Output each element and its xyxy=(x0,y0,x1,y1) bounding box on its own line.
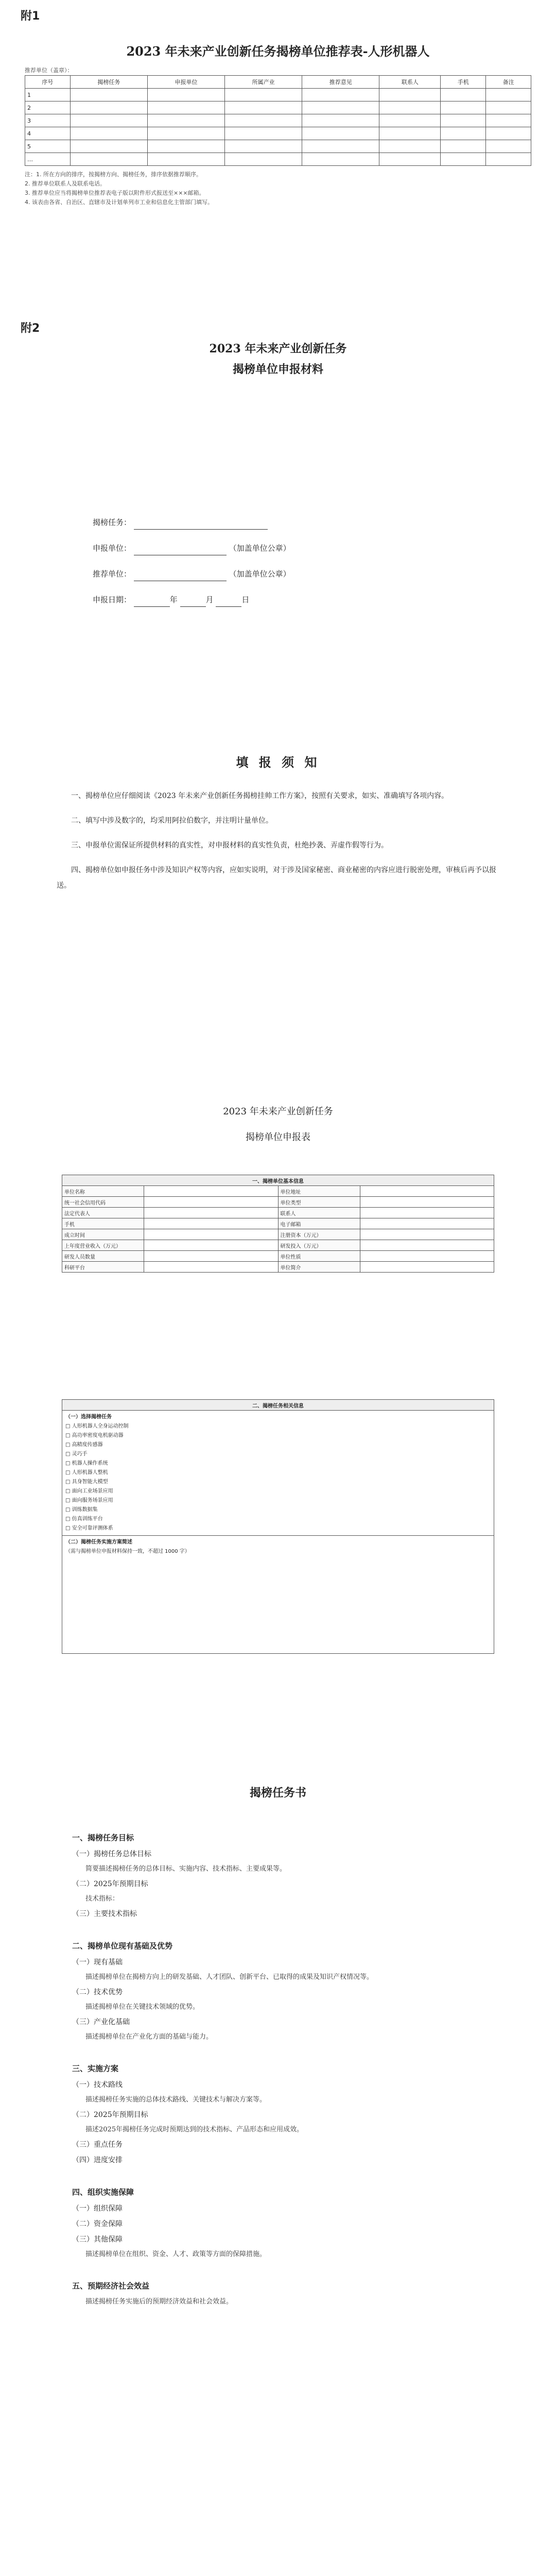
field-value[interactable] xyxy=(144,1197,279,1208)
table-cell[interactable] xyxy=(225,153,302,166)
section-3-para-2: 描述2025年揭榜任务完成时预期达到的技术指标、产品形态和应用成效。 xyxy=(85,2126,304,2133)
instruction-paragraph: 一、揭榜单位应仔细阅读《2023 年未来产业创新任务揭榜挂帅工作方案》，按照有关要求，如实、准确填写各项内容。 xyxy=(71,792,449,800)
day-line[interactable] xyxy=(216,597,241,607)
task-list-title: （一）选择揭榜任务 xyxy=(65,1414,112,1420)
table-row xyxy=(25,153,531,166)
page-3 xyxy=(0,732,556,1051)
field-label: 科研平台 xyxy=(62,1262,144,1273)
field-label: 手机 xyxy=(62,1218,144,1229)
field-value[interactable] xyxy=(144,1218,279,1229)
table-row xyxy=(25,140,531,153)
section-1-heading: 一、揭榜任务目标 xyxy=(72,1833,134,1842)
field-label: 单位性质 xyxy=(278,1251,360,1262)
plan-hint: （需与揭榜单位申报材料保持一致，不超过 1000 字） xyxy=(65,1549,190,1554)
task-book-title: 揭榜任务书 xyxy=(249,1786,306,1800)
table-notes xyxy=(25,170,531,207)
task-field-line[interactable] xyxy=(134,520,268,530)
task-checkbox-item[interactable]: □ 高精度传感器 xyxy=(65,1442,103,1448)
table-cell[interactable] xyxy=(70,140,147,153)
field-label: 法定代表人 xyxy=(62,1208,144,1218)
task-checkbox-item[interactable]: □ 人形机器人全身运动控制 xyxy=(65,1423,129,1429)
table-cell[interactable] xyxy=(147,127,224,140)
table-cell[interactable] xyxy=(147,153,224,166)
instructions-body xyxy=(57,788,499,903)
section-2-sub-1: （一）现有基础 xyxy=(72,1958,123,1967)
note-line: 3. 推荐单位应当将揭榜单位推荐表电子版以附件形式报送至×××邮箱。 xyxy=(25,190,205,196)
task-checkbox-item[interactable]: □ 面向工业场景应用 xyxy=(65,1488,113,1494)
column-header: 揭榜任务 xyxy=(70,76,147,89)
task-list-cell xyxy=(62,1411,494,1536)
field-value[interactable] xyxy=(360,1240,494,1251)
day-label: 日 xyxy=(241,595,250,604)
task-field xyxy=(93,515,268,530)
field-value[interactable] xyxy=(360,1262,494,1273)
section-2-para-3: 描述揭榜单位在产业化方面的基础与能力。 xyxy=(85,2033,213,2041)
field-label: 研发投入（万元） xyxy=(278,1240,360,1251)
basic-info-row xyxy=(62,1218,494,1229)
unit-field-line[interactable] xyxy=(134,546,227,555)
field-label: 单位名称 xyxy=(62,1186,144,1197)
table-cell[interactable] xyxy=(70,114,147,127)
section-2-para-1: 描述揭榜单位在揭榜方向上的研发基础、人才团队、创新平台、已取得的成果及知识产权情况等。 xyxy=(85,1973,374,1981)
column-header: 手机 xyxy=(441,76,486,89)
basic-info-row xyxy=(62,1186,494,1197)
section-3-heading: 三、实施方案 xyxy=(72,2064,119,2073)
table-cell[interactable] xyxy=(147,114,224,127)
month-label: 月 xyxy=(205,595,214,604)
table-cell[interactable] xyxy=(379,140,441,153)
task-checkbox-item[interactable]: □ 安全可靠评测体系 xyxy=(65,1526,113,1531)
table-cell[interactable] xyxy=(441,153,486,166)
field-label: 上年度营业收入（万元） xyxy=(62,1240,144,1251)
note-line: 注：1. 所在方向的排序，按揭榜方向、揭榜任务，排序依据推荐顺序。 xyxy=(25,171,202,178)
task-checkbox-item[interactable]: □ 灵巧手 xyxy=(65,1451,88,1457)
table-cell[interactable] xyxy=(486,114,531,127)
column-header: 联系人 xyxy=(379,76,441,89)
task-book-body xyxy=(72,1829,484,2309)
field-value[interactable] xyxy=(360,1218,494,1229)
table-cell[interactable] xyxy=(486,101,531,114)
note-line: 4. 该表由各省、自治区、直辖市及计划单列市工业和信息化主管部门填写。 xyxy=(25,199,213,206)
table-cell[interactable] xyxy=(441,101,486,114)
recommender-field xyxy=(93,567,291,581)
field-label: 注册资本（万元） xyxy=(278,1229,360,1240)
task-info-section-header: 二、揭榜任务相关信息 xyxy=(62,1400,494,1411)
section-4-heading: 四、组织实施保障 xyxy=(72,2188,134,2197)
section-5-heading: 五、预期经济社会效益 xyxy=(72,2281,150,2291)
table-cell[interactable] xyxy=(486,153,531,166)
table-row xyxy=(25,89,531,101)
cover-title-line2: 揭榜单位申报材料 xyxy=(232,363,323,376)
section-1-sub-2: （二）2025年预期目标 xyxy=(72,1880,148,1888)
instruction-paragraph: 四、揭榜单位如申报任务中涉及知识产权等内容，应如实说明，对于涉及国家秘密、商业秘密的内容应进行脱密处理，审核后再予以报送。 xyxy=(57,866,496,890)
row-index-cell: 2 xyxy=(25,101,71,114)
table-cell[interactable] xyxy=(147,101,224,114)
task-checkbox-item[interactable]: □ 训练数据集 xyxy=(65,1507,98,1513)
column-header: 申报单位 xyxy=(147,76,224,89)
table-header-row xyxy=(25,76,531,89)
table-cell[interactable] xyxy=(225,89,302,101)
table-row xyxy=(25,101,531,114)
table-cell[interactable] xyxy=(302,101,379,114)
field-label: 单位地址 xyxy=(278,1186,360,1197)
row-index-cell: 1 xyxy=(25,89,71,101)
section-4-para: 描述揭榜单位在组织、资金、人才、政策等方面的保障措施。 xyxy=(85,2250,267,2258)
table-cell[interactable] xyxy=(486,127,531,140)
year-label: 年 xyxy=(169,595,178,604)
basic-info-row xyxy=(62,1251,494,1262)
basic-info-row xyxy=(62,1262,494,1273)
month-line[interactable] xyxy=(180,597,206,607)
section-3-sub-4: （四）进度安排 xyxy=(72,2156,123,2164)
unit-field-label: 申报单位： xyxy=(93,544,132,553)
field-value[interactable] xyxy=(144,1251,279,1262)
field-value[interactable] xyxy=(360,1208,494,1218)
task-checkbox-item[interactable]: □ 具身智能大模型 xyxy=(65,1479,108,1485)
section-3-sub-1: （一）技术路线 xyxy=(72,2081,123,2089)
section-4-sub-1: （一）组织保障 xyxy=(72,2205,123,2213)
column-header: 所属产业 xyxy=(225,76,302,89)
page-4 xyxy=(0,1092,556,1690)
table-cell[interactable] xyxy=(147,89,224,101)
task-checkbox-item[interactable]: □ 高功率密度电机驱动器 xyxy=(65,1433,124,1438)
section-4-sub-3: （三）其他保障 xyxy=(72,2235,123,2244)
table-cell[interactable] xyxy=(225,114,302,127)
field-label: 单位简介 xyxy=(278,1262,360,1273)
table-cell[interactable] xyxy=(302,127,379,140)
table-cell[interactable] xyxy=(441,127,486,140)
task-checkbox-item[interactable]: □ 人形机器人整机 xyxy=(65,1470,108,1476)
table-cell[interactable] xyxy=(70,101,147,114)
table-cell[interactable] xyxy=(441,89,486,101)
unit-field xyxy=(93,541,291,555)
table-cell[interactable] xyxy=(225,101,302,114)
instruction-paragraph: 二、填写中涉及数字的，均采用阿拉伯数字，并注明计量单位。 xyxy=(71,817,273,825)
field-value[interactable] xyxy=(144,1186,279,1197)
unit-field-hint: （加盖单位公章） xyxy=(229,544,291,553)
table-cell[interactable] xyxy=(379,89,441,101)
section-4-sub-2: （二）资金保障 xyxy=(72,2220,123,2228)
field-value[interactable] xyxy=(144,1208,279,1218)
row-index-cell: … xyxy=(25,153,71,166)
instructions-title: 填 报 须 知 xyxy=(236,755,320,770)
recommendation-table xyxy=(25,75,531,166)
field-label: 统一社会信用代码 xyxy=(62,1197,144,1208)
recommendation-table-title: 2023 年未来产业创新任务揭榜单位推荐表-人形机器人 xyxy=(126,44,430,59)
field-value[interactable] xyxy=(144,1240,279,1251)
table-cell[interactable] xyxy=(379,153,441,166)
table-cell[interactable] xyxy=(70,127,147,140)
row-index-cell: 5 xyxy=(25,140,71,153)
section-3-para-1: 描述揭榜任务实施的总体技术路线、关键技术与解决方案等。 xyxy=(85,2096,267,2104)
task-checkbox-item[interactable]: □ 仿真训练平台 xyxy=(65,1516,103,1522)
section-2-sub-3: （三）产业化基础 xyxy=(72,2018,130,2026)
basic-info-row xyxy=(62,1240,494,1251)
task-checkbox-item[interactable]: □ 面向服务场景应用 xyxy=(65,1498,113,1503)
field-value[interactable] xyxy=(360,1229,494,1240)
page-1 xyxy=(0,0,556,289)
field-value[interactable] xyxy=(144,1262,279,1273)
basic-info-row xyxy=(62,1208,494,1218)
attachment-label: 附2 xyxy=(21,322,40,335)
column-header: 备注 xyxy=(486,76,531,89)
column-header: 推荐意见 xyxy=(302,76,379,89)
task-checkbox-list xyxy=(65,1422,491,1533)
section-2-sub-2: （二）技术优势 xyxy=(72,1988,123,1996)
table-cell[interactable] xyxy=(486,140,531,153)
table-cell[interactable] xyxy=(379,127,441,140)
page-5 xyxy=(0,1772,556,2576)
field-label: 单位类型 xyxy=(278,1197,360,1208)
column-header: 序号 xyxy=(25,76,71,89)
basic-info-section-header: 一、揭榜单位基本信息 xyxy=(62,1175,494,1186)
date-field xyxy=(93,592,249,607)
table-cell[interactable] xyxy=(302,89,379,101)
field-label: 联系人 xyxy=(278,1208,360,1218)
recommender-label: 推荐单位（盖章）： xyxy=(25,67,73,74)
table-cell[interactable] xyxy=(441,140,486,153)
date-field-label: 申报日期： xyxy=(93,595,132,604)
plan-label: （二）揭榜任务实施方案简述 xyxy=(65,1539,132,1545)
section-1-sub-2-text: 技术指标： xyxy=(85,1895,119,1903)
page-2 xyxy=(0,309,556,701)
row-index-cell: 4 xyxy=(25,127,71,140)
note-line: 2. 推荐单位联系人及联系电话。 xyxy=(25,180,106,187)
field-value[interactable] xyxy=(144,1229,279,1240)
field-label: 电子邮箱 xyxy=(278,1218,360,1229)
section-1-sub-3: （三）主要技术指标 xyxy=(72,1910,137,1918)
table-cell[interactable] xyxy=(147,140,224,153)
section-1-sub-1: （一）揭榜任务总体目标 xyxy=(72,1850,151,1858)
field-value[interactable] xyxy=(360,1251,494,1262)
section-3-sub-2: （二）2025年预期目标 xyxy=(72,2111,148,2119)
field-value[interactable] xyxy=(360,1197,494,1208)
basic-info-row xyxy=(62,1197,494,1208)
table-cell[interactable] xyxy=(302,153,379,166)
attachment-label: 附1 xyxy=(21,10,40,23)
basic-info-row xyxy=(62,1229,494,1240)
table-cell[interactable] xyxy=(225,127,302,140)
section-2-para-2: 描述揭榜单位在关键技术领域的优势。 xyxy=(85,2003,200,2011)
recommender-field-label: 推荐单位： xyxy=(93,569,132,579)
form-title-line2: 揭榜单位申报表 xyxy=(246,1132,310,1143)
section-5-para: 描述揭榜任务实施后的预期经济效益和社会效益。 xyxy=(85,2298,233,2306)
field-value[interactable] xyxy=(360,1186,494,1197)
table-row xyxy=(25,114,531,127)
cover-title-line1: 2023 年未来产业创新任务 xyxy=(209,342,347,355)
plan-cell[interactable] xyxy=(62,1536,494,1654)
section-2-heading: 二、揭榜单位现有基础及优势 xyxy=(72,1941,173,1951)
table-cell[interactable] xyxy=(70,89,147,101)
basic-info-table xyxy=(62,1175,494,1273)
field-label: 研发人员数量 xyxy=(62,1251,144,1262)
table-row xyxy=(25,127,531,140)
table-cell[interactable] xyxy=(302,140,379,153)
task-checkbox-item[interactable]: □ 机器人操作系统 xyxy=(65,1461,108,1466)
form-title-line1: 2023 年未来产业创新任务 xyxy=(223,1106,333,1117)
instruction-paragraph: 三、申报单位需保证所提供材料的真实性，对申报材料的真实性负责，杜绝抄袭、弄虚作假等行为。 xyxy=(71,841,388,850)
table-cell[interactable] xyxy=(70,153,147,166)
task-field-label: 揭榜任务： xyxy=(93,518,132,527)
section-1-para: 简要描述揭榜任务的总体目标、实施内容、技术指标、主要成果等。 xyxy=(85,1865,287,1873)
table-cell[interactable] xyxy=(379,101,441,114)
recommender-field-line[interactable] xyxy=(134,571,227,581)
table-cell[interactable] xyxy=(302,114,379,127)
year-line[interactable] xyxy=(134,597,170,607)
task-info-table xyxy=(62,1399,494,1654)
table-cell[interactable] xyxy=(225,140,302,153)
table-cell[interactable] xyxy=(486,89,531,101)
table-cell[interactable] xyxy=(441,114,486,127)
table-cell[interactable] xyxy=(379,114,441,127)
row-index-cell: 3 xyxy=(25,114,71,127)
recommender-field-hint: （加盖单位公章） xyxy=(229,569,291,579)
section-3-sub-3: （三）重点任务 xyxy=(72,2141,123,2149)
field-label: 成立时间 xyxy=(62,1229,144,1240)
